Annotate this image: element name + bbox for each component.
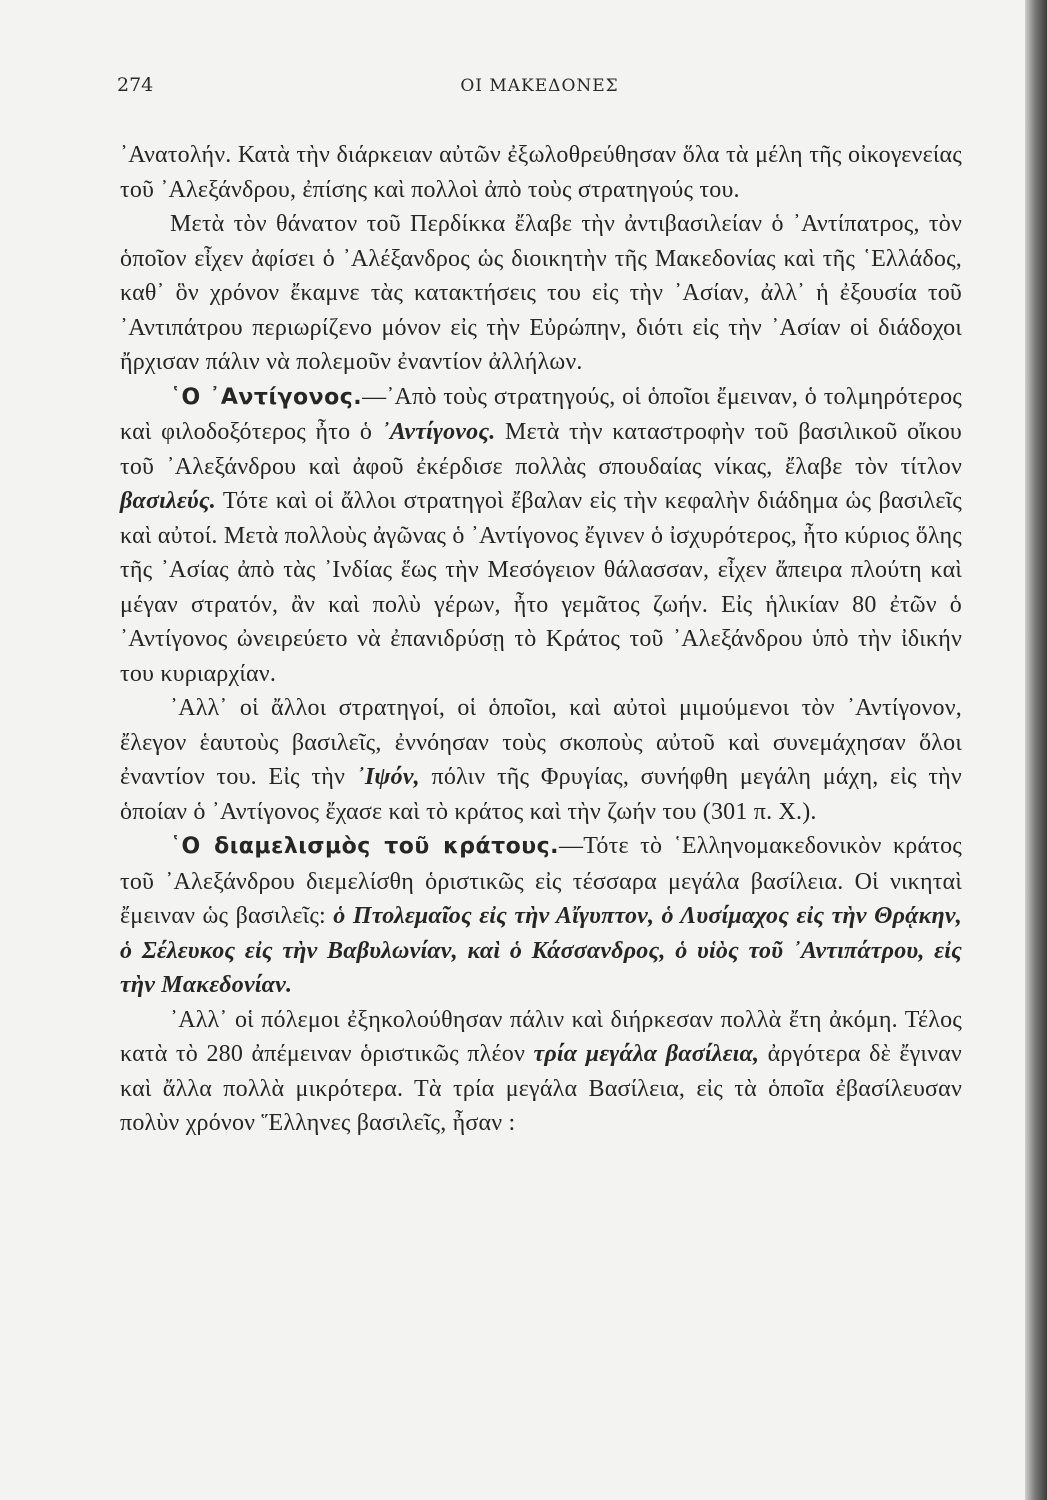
page-body: [120, 138, 962, 1141]
antigonos-emphasis-title: βασιλεύς.: [120, 488, 216, 514]
partition-emphasis-kings: ὁ Πτολεμαῖος εἰς τὴν Αἴγυπτον, ὁ Λυσίμαχος εἰς τὴν Θρᾴκην, ὁ Σέλευκος εἰς τὴν Βαβυλωνίαν, καὶ ὁ Κάσσανδρος, ὁ υἱὸς τοῦ ᾿Αντιπάτρου, εἰς τὴν Μακεδονίαν.: [120, 903, 962, 998]
paragraph-ipsos: [120, 691, 962, 829]
paragraph-2: [120, 207, 962, 380]
ipsos-emphasis: ᾿Ιψόν,: [356, 764, 420, 790]
paragraph-2-text: Μετὰ τὸν θάνατον τοῦ Περδίκκα ἔλαβε τὴν ἀντιβασιλείαν ὁ ᾿Αντίπατρος, τὸν ὁποῖον εἶχεν ἀφίσει ὁ ᾿Αλέξανδρος ὡς διοικητὴν τῆς Μακεδονίας καὶ τῆς ῾Ελλάδος, καθ᾿ ὃν χρόνον ἔκαμνε τὰς κατακτήσεις του εἰς τὴν ᾿Ασίαν, ἀλλ᾿ ἡ ἐξουσία τοῦ ᾿Αντιπάτρου περιωρίζενο μόνον εἰς τὴν Εὐρώπην, διότι εἰς τὴν ᾿Ασίαν οἱ διάδοχοι ἤρχισαν πάλιν νὰ πολεμοῦν ἐναντίον ἀλλήλων.: [120, 211, 962, 375]
page-header: [117, 74, 962, 104]
page-number: 274: [117, 74, 154, 96]
paragraph-antigonos: [120, 380, 962, 692]
heading-dash: —: [362, 383, 387, 410]
section-heading-antigonos: ῾Ο ᾿Αντίγονος.: [170, 384, 363, 410]
ipsos-text-2: πόλιν τῆς Φρυγίας, συνήφθη μεγάλη μάχη, εἰς τὴν ὁποίαν ὁ ᾿Αντίγονος ἔχασε καὶ τὸ κράτος καὶ τὴν ζωήν του (301 π. Χ.).: [120, 764, 962, 825]
paragraph-partition: [120, 829, 962, 1003]
running-title: ΟΙ ΜΑΚΕΔΟΝΕΣ: [460, 76, 619, 96]
kingdoms-text-2: ἀργότερα δὲ ἔγιναν καὶ ἄλλα πολλὰ μικρότερα. Τὰ τρία μεγάλα Βασίλεια, εἰς τὰ ὁποῖα ἐβασίλευσαν πολὺν χρόνον Ἕλληνες βασιλεῖς, ἦσαν :: [120, 1041, 962, 1136]
kingdoms-emphasis: τρία μεγάλα βασίλεια,: [533, 1041, 760, 1067]
heading-dash: —: [559, 833, 584, 859]
antigonos-text-3: Τότε καὶ οἱ ἄλλοι στρατηγοὶ ἔβαλαν εἰς τὴν κεφαλὴν διάδημα ὡς βασιλεῖς καὶ αὐτοί. Μετὰ πολλοὺς ἀγῶνας ὁ ᾿Αντίγονος ἔγινεν ὁ ἰσχυρότερος, ἦτο κύριος ὅλης τῆς ᾿Ασίας ἀπὸ τὰς ᾿Ινδίας ἕως τὴν Μεσόγειον θάλασσαν, εἶχεν ἄπειρα πλούτη καὶ μέγαν στρατόν, ἂν καὶ πολὺ γέρων, ἦτο γεμᾶτος ζωήν. Εἰς ἡλικίαν 80 ἐτῶν ὁ ᾿Αντίγονος ὠνειρεύετο νὰ ἐπανιδρύσῃ τὸ Κράτος τοῦ ᾿Αλεξάνδρου ὑπὸ τὴν ἰδικήν του κυριαρχίαν.: [120, 488, 962, 687]
partition-text-1: Τότε τὸ ῾Ελληνομακεδονικὸν κράτος τοῦ ᾿Αλεξάνδρου διεμελίσθη ὁριστικῶς εἰς τέσσαρα μεγάλα βασίλεια. Οἱ νικηταὶ ἔμειναν ὡς βασιλεῖς:: [120, 833, 962, 929]
paragraph-1-text: ᾿Ανατολήν. Κατὰ τὴν διάρκειαν αὐτῶν ἐξωλοθρεύθησαν ὅλα τὰ μέλη τῆς οἰκογενείας τοῦ ᾿Αλεξάνδρου, ἐπίσης καὶ πολλοὶ ἀπὸ τοὺς στρατηγούς του.: [120, 142, 962, 203]
kingdoms-text-1: ᾿Αλλ᾿ οἱ πόλεμοι ἐξηκολούθησαν πάλιν καὶ διήρκεσαν πολλὰ ἔτη ἀκόμη. Τέλος κατὰ τὸ 280 ἀπέμειναν ὁριστικῶς πλέον: [120, 1006, 962, 1067]
antigonos-text-1: ᾿Απὸ τοὺς στρατηγούς, οἱ ὁποῖοι ἔμειναν, ὁ τολμηρότερος καὶ φιλοδοξότερος ἦτο ὁ: [120, 383, 962, 445]
paragraph-three-kingdoms: [120, 1003, 962, 1141]
ipsos-text-1: ᾿Αλλ᾿ οἱ ἄλλοι στρατηγοί, οἱ ὁποῖοι, καὶ αὐτοὶ μιμούμενοι τὸν ᾿Αντίγονον, ἔλεγον ἑαυτοὺς βασιλεῖς, ἐννόησαν τοὺς σκοποὺς αὐτοῦ καὶ συνεμάχησαν ὅλοι ἐναντίον του. Εἰς τὴν: [120, 695, 962, 790]
antigonos-emphasis-name: ᾿Αντίγονος.: [381, 419, 496, 445]
antigonos-text-2: Μετὰ τὴν καταστροφὴν τοῦ βασιλικοῦ οἴκου τοῦ ᾿Αλεξάνδρου καὶ ἀφοῦ ἐκέρδισε πολλὰς σπουδαίας νίκας, ἔλαβε τὸν τίτλον: [120, 419, 962, 480]
section-heading-partition: ῾Ο διαμελισμὸς τοῦ κράτους.: [170, 834, 560, 859]
paragraph-1: [120, 138, 962, 207]
scan-page-edge: [1025, 0, 1047, 1500]
